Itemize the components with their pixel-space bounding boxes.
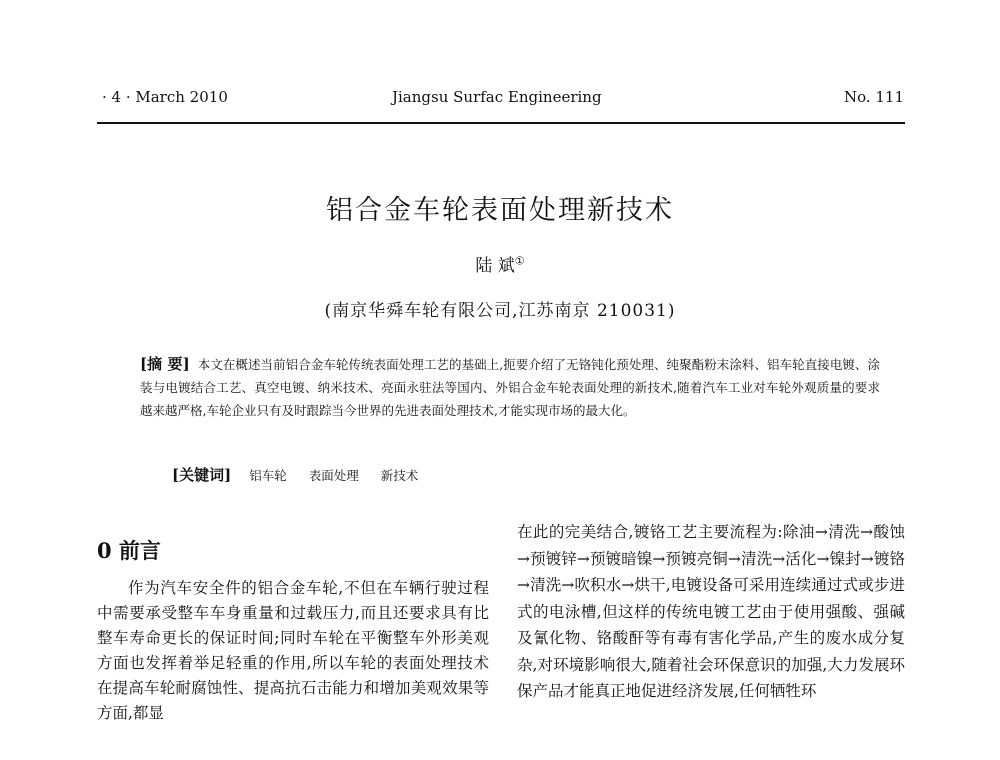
author-line <box>0 251 1000 276</box>
body-right-column: 在此的完美结合,镀铬工艺主要流程为:除油→清洗→酸蚀→预镀锌→预镀暗镍→预镀亮铜→清洗→活化→镍封→镀铬→清洗→吹积水→烘干,电镀设备可采用连续通过式或步进式的电泳槽,但这样的传统电镀工艺由于使用强酸、强碱及氰化物、铬酸酐等有毒有害化学品,产生的废水成分复杂,对环境影响很大,随着社会环保意识的加强,大力发展环保产品才能真正地促进经济发展,任何牺牲环 <box>517 523 905 700</box>
keyword-item: 新技术 <box>380 468 419 483</box>
header-journal-name: Jiangsu Surfac Engineering <box>392 88 602 106</box>
author-name: 陆 斌 <box>475 256 515 276</box>
keywords <box>172 464 436 485</box>
body-left-column: 作为汽车安全件的铝合金车轮,不但在车辆行驶过程中需要承受整车车身重量和过载压力,而且还要求具有比整车寿命更长的保证时间;同时车轮在平衡整车外形美观方面也发挥着举足轻重的作用,所以车轮的表面处理技术在提高车轮耐腐蚀性、提高抗石击能力和增加美观效果等方面,都显 <box>97 579 489 722</box>
abstract-text: 本文在概述当前铝合金车轮传统表面处理工艺的基础上,扼要介绍了无铬钝化预处理、纯聚酯粉末涂料、铝车轮直接电镀、涂装与电镀结合工艺、真空电镀、纳米技术、亮面永驻法等国内、外铝合金车轮表面处理的新技术,随着汽车工业对车轮外观质量的要求越来越严格,车轮企业只有及时跟踪当今世界的先进表面处理技术,才能实现市场的最大化。 <box>140 357 880 418</box>
abstract <box>140 353 880 422</box>
header-rule <box>97 122 905 124</box>
running-header <box>0 0 1000 130</box>
affiliation: (南京华舜车轮有限公司,江苏南京 210031) <box>324 301 676 321</box>
abstract-label: [摘 要] <box>140 355 190 373</box>
keyword-item: 铝车轮 <box>249 468 287 483</box>
section-heading: 0 前言 <box>97 538 161 563</box>
keyword-item: 表面处理 <box>308 468 359 483</box>
paper-title: 铝合金车轮表面处理新技术 <box>326 195 674 226</box>
header-page-date: · 4 · March 2010 <box>102 88 228 106</box>
header-issue-number: No. 111 <box>843 88 904 106</box>
author-footnote-marker: ① <box>514 254 525 268</box>
keywords-label: [关键词] <box>172 466 232 484</box>
